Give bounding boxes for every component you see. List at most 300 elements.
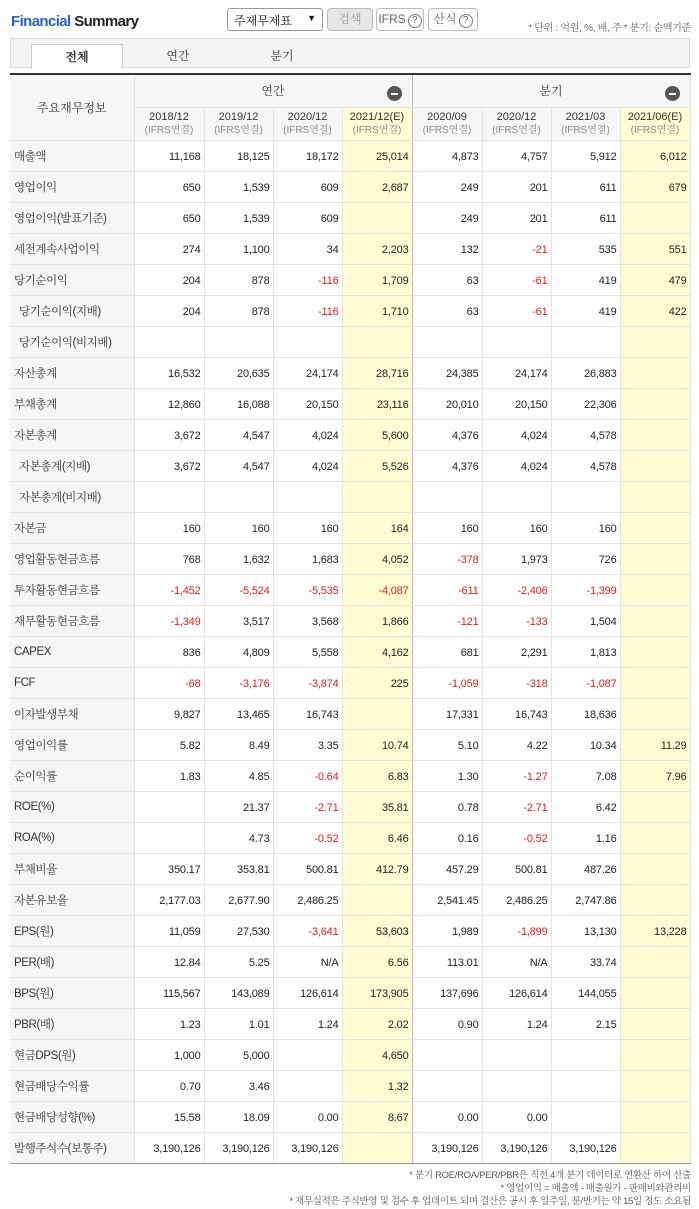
column-basis: (IFRS연결) bbox=[422, 124, 472, 136]
table-cell: 21.37 bbox=[204, 791, 273, 822]
table-cell bbox=[204, 326, 273, 357]
table-cell: 15.58 bbox=[134, 1101, 204, 1132]
table-cell: -3,641 bbox=[273, 915, 342, 946]
table-cell bbox=[551, 1039, 620, 1070]
table-cell: 650 bbox=[134, 171, 204, 202]
table-cell: 144,055 bbox=[551, 977, 620, 1008]
column-header bbox=[412, 107, 482, 140]
row-label: ROA(%) bbox=[10, 822, 134, 853]
table-cell bbox=[620, 1039, 690, 1070]
row-label: 자본총계(지배) bbox=[10, 450, 134, 481]
table-cell: 17,331 bbox=[412, 698, 482, 729]
column-period: 2021/12(E) bbox=[349, 110, 405, 123]
table-cell: 1,710 bbox=[342, 295, 412, 326]
table-cell: 4,162 bbox=[342, 636, 412, 667]
row-label: PBR(배) bbox=[10, 1008, 134, 1039]
table-cell: 201 bbox=[482, 202, 551, 233]
table-row bbox=[10, 698, 690, 729]
table-cell: 6.46 bbox=[342, 822, 412, 853]
table-cell bbox=[620, 853, 690, 884]
table-cell: 25,014 bbox=[342, 140, 412, 171]
header bbox=[0, 0, 699, 38]
table-cell bbox=[620, 698, 690, 729]
column-header bbox=[482, 107, 551, 140]
table-cell: 12.84 bbox=[134, 946, 204, 977]
table-cell: 611 bbox=[551, 171, 620, 202]
table-cell: 1,813 bbox=[551, 636, 620, 667]
footnote: * 재무실적은 주식반영 및 검수 후 업데이트 되며 결산은 공시 후 일주일, 분/반기는 약 15일 정도 소요됨 bbox=[289, 1196, 691, 1207]
row-label: 현금배당성향(%) bbox=[10, 1101, 134, 1132]
table-cell: 5,000 bbox=[204, 1039, 273, 1070]
table-cell: 0.00 bbox=[482, 1101, 551, 1132]
table-row bbox=[10, 419, 690, 450]
table-cell: 126,614 bbox=[273, 977, 342, 1008]
table-cell bbox=[342, 884, 412, 915]
column-period: 2018/12 bbox=[149, 110, 189, 123]
table-cell: 4,547 bbox=[204, 419, 273, 450]
table-cell: -0.64 bbox=[273, 760, 342, 791]
table-row bbox=[10, 822, 690, 853]
table-cell: 4,376 bbox=[412, 419, 482, 450]
table-cell: 2,747.86 bbox=[551, 884, 620, 915]
table-cell: 63 bbox=[412, 264, 482, 295]
search-button[interactable]: 검색 bbox=[327, 8, 373, 31]
table-cell: 7.08 bbox=[551, 760, 620, 791]
table-cell: 274 bbox=[134, 233, 204, 264]
table-cell: 160 bbox=[412, 512, 482, 543]
row-label: 자본유보율 bbox=[10, 884, 134, 915]
table-cell: 164 bbox=[342, 512, 412, 543]
row-label: 부채비율 bbox=[10, 853, 134, 884]
table-cell: 16,743 bbox=[482, 698, 551, 729]
table-cell: 4,052 bbox=[342, 543, 412, 574]
table-cell: 249 bbox=[412, 171, 482, 202]
table-cell: 204 bbox=[134, 295, 204, 326]
table-cell: -2.71 bbox=[482, 791, 551, 822]
row-label: CAPEX bbox=[10, 636, 134, 667]
table-cell: 6,012 bbox=[620, 140, 690, 171]
table-row bbox=[10, 512, 690, 543]
group-quarter: 분기 bbox=[412, 74, 690, 107]
column-period: 2020/09 bbox=[427, 110, 467, 123]
table-cell: 1,973 bbox=[482, 543, 551, 574]
table-cell: 10.34 bbox=[551, 729, 620, 760]
statement-select[interactable]: 주재무제표 ▼ bbox=[227, 8, 323, 31]
table-cell bbox=[273, 481, 342, 512]
table-cell: 1.01 bbox=[204, 1008, 273, 1039]
table-cell: 4,024 bbox=[273, 450, 342, 481]
table-cell: -3,874 bbox=[273, 667, 342, 698]
table-cell: 3.35 bbox=[273, 729, 342, 760]
row-label: EPS(원) bbox=[10, 915, 134, 946]
table-cell: 5,526 bbox=[342, 450, 412, 481]
column-basis: (IFRS연결) bbox=[352, 124, 402, 136]
table-cell bbox=[273, 1070, 342, 1101]
row-label: 현금DPS(원) bbox=[10, 1039, 134, 1070]
table-cell: 8.49 bbox=[204, 729, 273, 760]
table-cell: 0.16 bbox=[412, 822, 482, 853]
table-cell: 422 bbox=[620, 295, 690, 326]
column-basis: (IFRS연결) bbox=[561, 124, 610, 136]
table-cell: 1.24 bbox=[482, 1008, 551, 1039]
tab-annual[interactable]: 연간 bbox=[166, 49, 190, 63]
table-cell bbox=[620, 357, 690, 388]
table-cell: 63 bbox=[412, 295, 482, 326]
table-cell: 2,687 bbox=[342, 171, 412, 202]
table-cell bbox=[620, 450, 690, 481]
table-cell bbox=[620, 1008, 690, 1039]
table-cell: -1,399 bbox=[551, 574, 620, 605]
table-row bbox=[10, 884, 690, 915]
table-cell: 3,190,126 bbox=[204, 1132, 273, 1163]
row-header: 주요재무정보 bbox=[10, 74, 134, 140]
table-cell: 5.25 bbox=[204, 946, 273, 977]
table-cell: 1.16 bbox=[551, 822, 620, 853]
table-cell: 160 bbox=[204, 512, 273, 543]
table-cell: 26,883 bbox=[551, 357, 620, 388]
table-cell: 679 bbox=[620, 171, 690, 202]
row-label: 자본금 bbox=[10, 512, 134, 543]
table-cell: -5,535 bbox=[273, 574, 342, 605]
table-cell: 419 bbox=[551, 295, 620, 326]
table-cell bbox=[482, 1070, 551, 1101]
table-cell: 16,088 bbox=[204, 388, 273, 419]
table-cell: 5,600 bbox=[342, 419, 412, 450]
table-row bbox=[10, 1039, 690, 1070]
table-cell bbox=[620, 822, 690, 853]
table-cell: 479 bbox=[620, 264, 690, 295]
table-row bbox=[10, 357, 690, 388]
table-cell bbox=[412, 326, 482, 357]
tab-all[interactable]: 전체 bbox=[31, 44, 123, 69]
table-cell bbox=[412, 1070, 482, 1101]
table-cell bbox=[620, 574, 690, 605]
table-cell: 457.29 bbox=[412, 853, 482, 884]
table-cell: 10.74 bbox=[342, 729, 412, 760]
row-label: 영업이익률 bbox=[10, 729, 134, 760]
table-cell bbox=[134, 791, 204, 822]
table-cell: 53,603 bbox=[342, 915, 412, 946]
table-cell bbox=[551, 1101, 620, 1132]
table-cell bbox=[342, 202, 412, 233]
table-cell: 0.00 bbox=[412, 1101, 482, 1132]
column-period: 2020/12 bbox=[287, 110, 328, 123]
column-period: 2021/06(E) bbox=[627, 110, 683, 123]
table-cell: 535 bbox=[551, 233, 620, 264]
table-cell: 7.96 bbox=[620, 760, 690, 791]
ifrs-button[interactable]: IFRS ? bbox=[376, 8, 424, 31]
column-basis: (IFRS연결) bbox=[492, 124, 541, 136]
table-cell: 18.09 bbox=[204, 1101, 273, 1132]
table-cell: 13,465 bbox=[204, 698, 273, 729]
page-title: Financial Summary bbox=[11, 13, 139, 30]
table-cell: 18,125 bbox=[204, 140, 273, 171]
table-cell: 23,116 bbox=[342, 388, 412, 419]
table-cell: 611 bbox=[551, 202, 620, 233]
table-cell: 4,650 bbox=[342, 1039, 412, 1070]
footnote: * 영업이익 = 매출액 - 매출원가 - 판매비와관리비 bbox=[500, 1183, 691, 1194]
column-basis: (IFRS연결) bbox=[144, 124, 194, 136]
table-cell: 6.83 bbox=[342, 760, 412, 791]
table-cell: 22,306 bbox=[551, 388, 620, 419]
table-cell: 1,709 bbox=[342, 264, 412, 295]
table-cell bbox=[134, 822, 204, 853]
table-cell: 18,172 bbox=[273, 140, 342, 171]
table-cell: 0.00 bbox=[273, 1101, 342, 1132]
row-label: 재무활동현금흐름 bbox=[10, 605, 134, 636]
table-cell: -1,349 bbox=[134, 605, 204, 636]
table-cell: 1,632 bbox=[204, 543, 273, 574]
table-cell: -68 bbox=[134, 667, 204, 698]
row-label: 현금배당수익률 bbox=[10, 1070, 134, 1101]
table-cell bbox=[551, 326, 620, 357]
table-cell bbox=[620, 419, 690, 450]
table-cell: 500.81 bbox=[273, 853, 342, 884]
table-cell: 878 bbox=[204, 295, 273, 326]
table-cell: 6.42 bbox=[551, 791, 620, 822]
table-cell: 4,547 bbox=[204, 450, 273, 481]
table-cell: -121 bbox=[412, 605, 482, 636]
table-row bbox=[10, 853, 690, 884]
table-row bbox=[10, 295, 690, 326]
table-cell: 3,190,126 bbox=[412, 1132, 482, 1163]
table-row bbox=[10, 171, 690, 202]
table-cell: 11,059 bbox=[134, 915, 204, 946]
table-cell: 500.81 bbox=[482, 853, 551, 884]
table-cell: -3,176 bbox=[204, 667, 273, 698]
table-cell: 12,860 bbox=[134, 388, 204, 419]
row-label: 영업활동현금흐름 bbox=[10, 543, 134, 574]
table-cell: -2.71 bbox=[273, 791, 342, 822]
table-cell: 5,912 bbox=[551, 140, 620, 171]
table-row bbox=[10, 791, 690, 822]
table-cell: 16,532 bbox=[134, 357, 204, 388]
table-cell: 1.23 bbox=[134, 1008, 204, 1039]
table-cell: -5,524 bbox=[204, 574, 273, 605]
table-row bbox=[10, 605, 690, 636]
table-cell: -1.27 bbox=[482, 760, 551, 791]
table-cell: 1,504 bbox=[551, 605, 620, 636]
column-header bbox=[134, 107, 204, 140]
table-row bbox=[10, 729, 690, 760]
table-cell: 3,190,126 bbox=[134, 1132, 204, 1163]
table-cell: 4,024 bbox=[273, 419, 342, 450]
row-label: 이자발생부채 bbox=[10, 698, 134, 729]
table-cell: 1.24 bbox=[273, 1008, 342, 1039]
table-cell bbox=[273, 1039, 342, 1070]
row-label: 부채총계 bbox=[10, 388, 134, 419]
table-cell: 4.22 bbox=[482, 729, 551, 760]
table-cell: 13,228 bbox=[620, 915, 690, 946]
table-cell: 160 bbox=[551, 512, 620, 543]
table-cell: 4,757 bbox=[482, 140, 551, 171]
table-cell: 350.17 bbox=[134, 853, 204, 884]
table-cell: 878 bbox=[204, 264, 273, 295]
table-cell: 1,539 bbox=[204, 202, 273, 233]
row-label: 당기순이익(지배) bbox=[10, 295, 134, 326]
table-cell bbox=[134, 481, 204, 512]
formula-button[interactable]: 산식 ? bbox=[428, 8, 478, 31]
table-cell: 487.26 bbox=[551, 853, 620, 884]
table-cell: -0.52 bbox=[273, 822, 342, 853]
table-cell: 5.10 bbox=[412, 729, 482, 760]
table-cell: 33.74 bbox=[551, 946, 620, 977]
column-period: 2020/12 bbox=[496, 110, 537, 123]
table-row bbox=[10, 977, 690, 1008]
table-cell: 4,873 bbox=[412, 140, 482, 171]
chevron-down-icon: ▼ bbox=[307, 13, 316, 23]
table-cell bbox=[620, 388, 690, 419]
table-cell: -318 bbox=[482, 667, 551, 698]
table-cell bbox=[273, 326, 342, 357]
row-label: 자산총계 bbox=[10, 357, 134, 388]
help-icon: ? bbox=[408, 14, 422, 28]
table-cell: 412.79 bbox=[342, 853, 412, 884]
table-row bbox=[10, 326, 690, 357]
table-cell: -4,087 bbox=[342, 574, 412, 605]
table-row bbox=[10, 636, 690, 667]
row-label: 발행주식수(보통주) bbox=[10, 1132, 134, 1163]
table-cell: 4,024 bbox=[482, 450, 551, 481]
table-cell: 3,568 bbox=[273, 605, 342, 636]
table-cell: 2,177.03 bbox=[134, 884, 204, 915]
table-cell: 3,190,126 bbox=[482, 1132, 551, 1163]
table-cell: 4.73 bbox=[204, 822, 273, 853]
table-cell: 2.15 bbox=[551, 1008, 620, 1039]
table-cell: 28,716 bbox=[342, 357, 412, 388]
table-cell: -1,059 bbox=[412, 667, 482, 698]
table-cell bbox=[620, 605, 690, 636]
table-cell bbox=[620, 1070, 690, 1101]
table-cell: N/A bbox=[273, 946, 342, 977]
table-row bbox=[10, 481, 690, 512]
table-cell: 24,385 bbox=[412, 357, 482, 388]
table-cell: 1,866 bbox=[342, 605, 412, 636]
row-label: 순이익률 bbox=[10, 760, 134, 791]
table-cell: 20,010 bbox=[412, 388, 482, 419]
table-cell: 768 bbox=[134, 543, 204, 574]
table-cell: 1,683 bbox=[273, 543, 342, 574]
collapse-annual-icon[interactable] bbox=[387, 86, 402, 101]
table-cell: -116 bbox=[273, 264, 342, 295]
group-annual: 연간 bbox=[134, 74, 412, 107]
period-tabs bbox=[10, 38, 690, 68]
table-cell: -1,899 bbox=[482, 915, 551, 946]
table-cell: 225 bbox=[342, 667, 412, 698]
table-cell: 726 bbox=[551, 543, 620, 574]
column-header bbox=[342, 107, 412, 140]
table-row bbox=[10, 450, 690, 481]
table-cell: 8.67 bbox=[342, 1101, 412, 1132]
table-cell: -116 bbox=[273, 295, 342, 326]
table-cell: 201 bbox=[482, 171, 551, 202]
table-cell bbox=[620, 667, 690, 698]
table-cell: -61 bbox=[482, 264, 551, 295]
table-cell: -1,087 bbox=[551, 667, 620, 698]
table-cell: 160 bbox=[134, 512, 204, 543]
table-cell: 650 bbox=[134, 202, 204, 233]
row-label: FCF bbox=[10, 667, 134, 698]
table-cell bbox=[482, 1039, 551, 1070]
table-cell: 4,578 bbox=[551, 450, 620, 481]
table-cell bbox=[551, 1070, 620, 1101]
table-cell: 419 bbox=[551, 264, 620, 295]
column-basis: (IFRS연결) bbox=[283, 124, 332, 136]
table-cell: 1,100 bbox=[204, 233, 273, 264]
table-cell: 5.82 bbox=[134, 729, 204, 760]
table-cell: 35.81 bbox=[342, 791, 412, 822]
table-cell: 24,174 bbox=[482, 357, 551, 388]
table-cell: 9,827 bbox=[134, 698, 204, 729]
row-label: 당기순이익(비지배) bbox=[10, 326, 134, 357]
table-cell: 353.81 bbox=[204, 853, 273, 884]
table-cell: 20,150 bbox=[482, 388, 551, 419]
table-cell: 27,530 bbox=[204, 915, 273, 946]
table-cell: 2.02 bbox=[342, 1008, 412, 1039]
table-cell: 11,168 bbox=[134, 140, 204, 171]
table-cell: 13,130 bbox=[551, 915, 620, 946]
table-row bbox=[10, 946, 690, 977]
table-cell bbox=[482, 326, 551, 357]
table-cell: 115,567 bbox=[134, 977, 204, 1008]
column-header bbox=[620, 107, 690, 140]
table-cell: 24,174 bbox=[273, 357, 342, 388]
table-cell: 2,291 bbox=[482, 636, 551, 667]
table-cell: 0.70 bbox=[134, 1070, 204, 1101]
table-cell: 249 bbox=[412, 202, 482, 233]
table-row bbox=[10, 915, 690, 946]
table-cell: 173,905 bbox=[342, 977, 412, 1008]
row-label: 매출액 bbox=[10, 140, 134, 171]
tab-quarter[interactable]: 분기 bbox=[270, 49, 294, 63]
table-row bbox=[10, 202, 690, 233]
column-header bbox=[204, 107, 273, 140]
table-cell bbox=[620, 636, 690, 667]
table-cell: -1,452 bbox=[134, 574, 204, 605]
table-cell bbox=[620, 791, 690, 822]
table-cell: 609 bbox=[273, 202, 342, 233]
table-cell: 2,203 bbox=[342, 233, 412, 264]
table-row bbox=[10, 1008, 690, 1039]
table-row bbox=[10, 233, 690, 264]
table-cell bbox=[551, 481, 620, 512]
table-cell: 3,672 bbox=[134, 419, 204, 450]
table-cell bbox=[342, 698, 412, 729]
collapse-quarter-icon[interactable] bbox=[665, 86, 680, 101]
financial-table bbox=[10, 73, 691, 1164]
table-cell: 143,089 bbox=[204, 977, 273, 1008]
table-cell: 160 bbox=[482, 512, 551, 543]
table-row bbox=[10, 574, 690, 605]
row-label: 세전계속사업이익 bbox=[10, 233, 134, 264]
row-label: BPS(원) bbox=[10, 977, 134, 1008]
table-cell: -21 bbox=[482, 233, 551, 264]
table-row bbox=[10, 760, 690, 791]
table-cell: 113.01 bbox=[412, 946, 482, 977]
table-cell: 6.56 bbox=[342, 946, 412, 977]
table-cell: -133 bbox=[482, 605, 551, 636]
table-cell bbox=[620, 1101, 690, 1132]
table-cell: 2,677.90 bbox=[204, 884, 273, 915]
column-header bbox=[273, 107, 342, 140]
table-cell: -61 bbox=[482, 295, 551, 326]
table-cell: 3.46 bbox=[204, 1070, 273, 1101]
table-cell: 551 bbox=[620, 233, 690, 264]
table-cell: 4,809 bbox=[204, 636, 273, 667]
table-cell: 20,635 bbox=[204, 357, 273, 388]
table-cell: 2,541.45 bbox=[412, 884, 482, 915]
table-cell: 4,024 bbox=[482, 419, 551, 450]
